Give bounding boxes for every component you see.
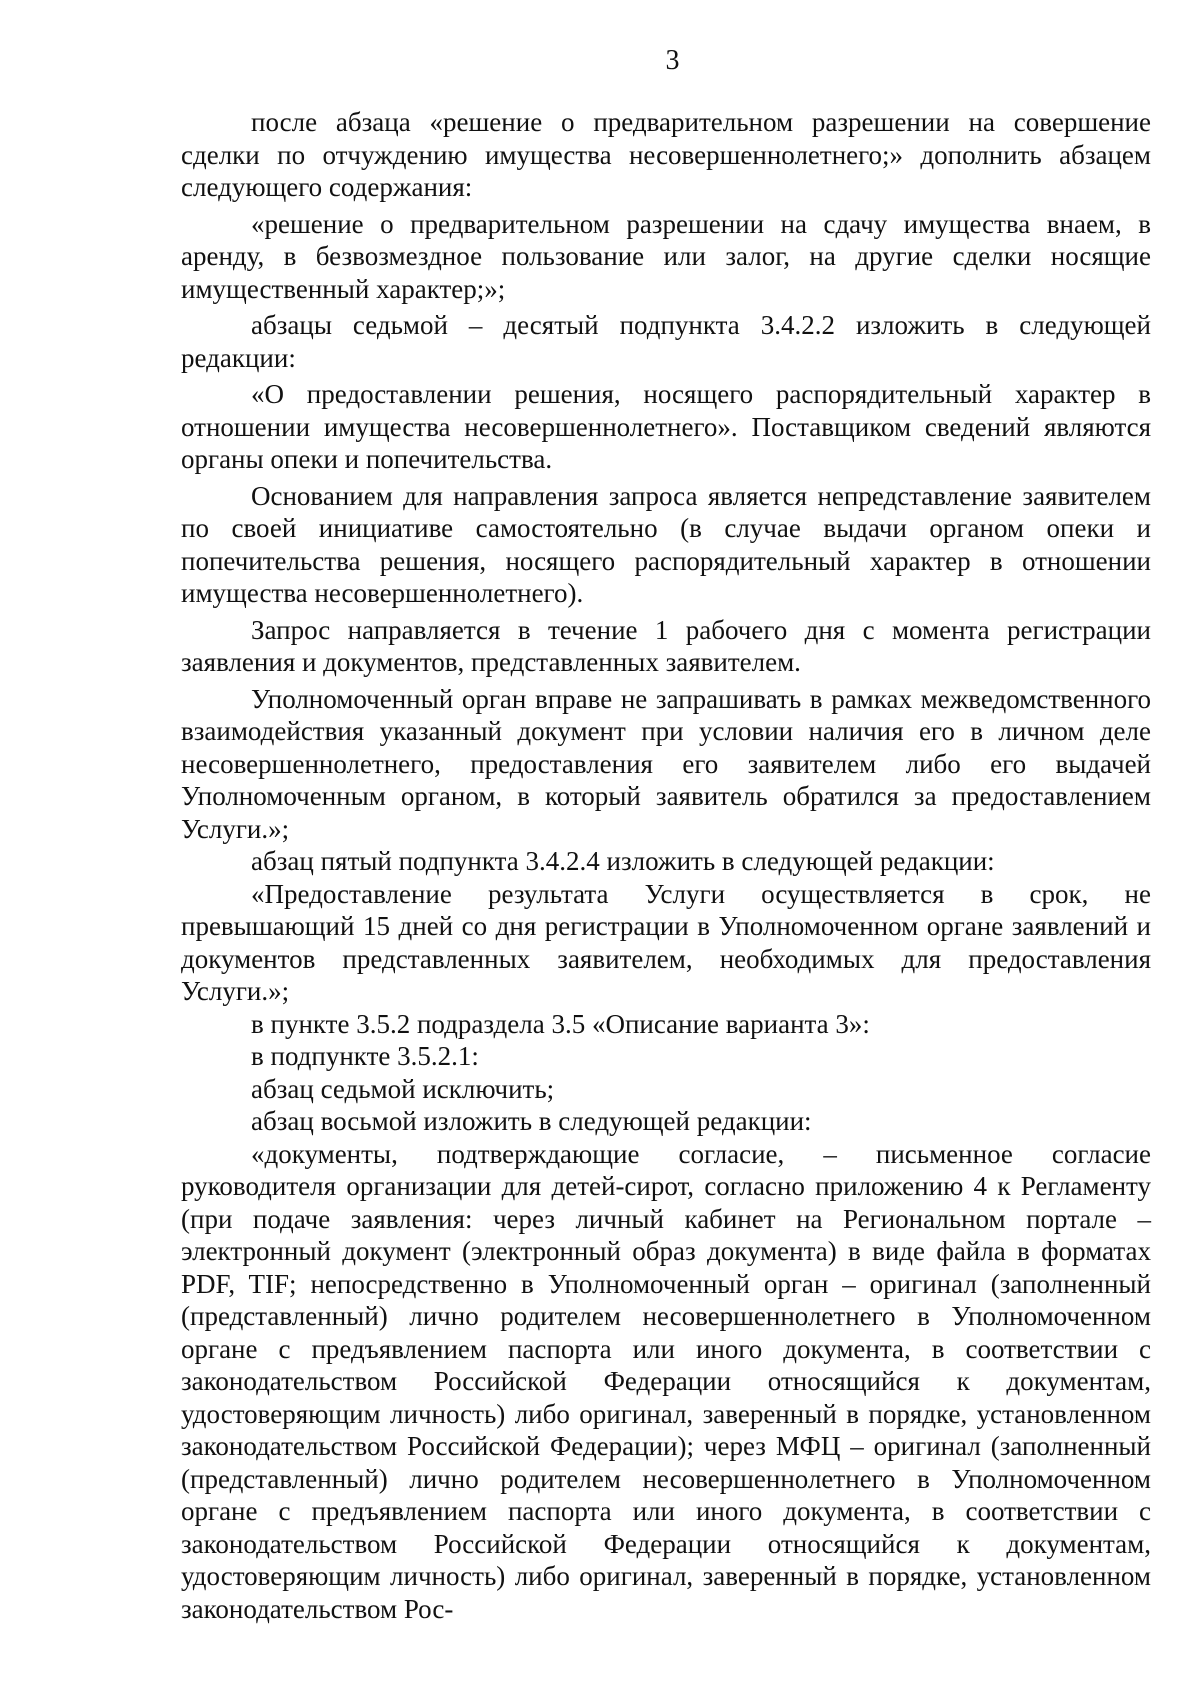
paragraph-2: «решение о предварительном разрешении на сдачу имущества внаем, в аренду, в безвозмездное пользование или залог, на другие сделки носящие имущественный характер;»; <box>181 208 1151 304</box>
paragraph-5: Основанием для направления запроса является непредставление заявителем по своей инициативе самостоятельно (в случае выдачи органом опеки и попечительства решения, носящего распорядительный характер в отношении имущества несовершеннолетнего). <box>181 480 1151 608</box>
page-number: 3 <box>665 45 680 76</box>
paragraph-12: абзац седьмой исключить; <box>251 1073 555 1104</box>
paragraph-6: Запрос направляется в течение 1 рабочего дня с момента регистрации заявления и документов, представленных заявителем. <box>181 614 1151 677</box>
paragraph-4: «О предоставлении решения, носящего распорядительный характер в отношении имущества несовершеннолетнего». Поставщиком сведений являются органы опеки и попечительства. <box>181 379 1151 474</box>
paragraph-7: Уполномоченный орган вправе не запрашивать в рамках межведомственного взаимодействия указанный документ при условии наличия его в личном деле несовершеннолетнего, предоставления его заявителем либо его выдачей Уполномоченным органом, в который заявитель обратился за предоставлением Услуги.»; <box>181 683 1151 844</box>
paragraph-8: абзац пятый подпункта 3.4.2.4 изложить в следующей редакции: <box>251 846 995 876</box>
paragraph-3: абзацы седьмой – десятый подпункта 3.4.2.2 изложить в следующей редакции: <box>181 310 1151 373</box>
document-body <box>181 106 1151 1625</box>
paragraph-13: абзац восьмой изложить в следующей редакции: <box>251 1106 812 1136</box>
paragraph-9: «Предоставление результата Услуги осуществляется в срок, не превышающий 15 дней со дня регистрации в Уполномоченном органе заявлений и документов представленных заявителем, необходимых для предоставления Услуги.»; <box>181 878 1151 1006</box>
paragraph-11: в подпункте 3.5.2.1: <box>251 1041 479 1071</box>
paragraph-10: в пункте 3.5.2 подраздела 3.5 «Описание варианта 3»: <box>251 1008 870 1039</box>
paragraph-14: «документы, подтверждающие согласие, – письменное согласие руководителя организации для детей-сирот, согласно приложению 4 к Регламенту (при подаче заявления: через личный кабинет на Региональном портале – электронный документ (электронный образ документа) в виде файла в форматах PDF, TIF; непосредственно в Уполномоченный орган – оригинал (заполненный (представленный) лично родителем несовершеннолетнего в Уполномоченном органе с предъявлением паспорта или иного документа, в соответствии с законодательством Российской Федерации относящийся к документам, удостоверяющим личность) либо оригинал, заверенный в порядке, установленном законодательством Российской Федерации); через МФЦ – оригинал (заполненный (представленный) лично родителем несовершеннолетнего в Уполномоченном органе с предъявлением паспорта или иного документа, в соответствии с законодательством Российской Федерации относящийся к документам, удостоверяющим личность) либо оригинал, заверенный в порядке, установленном законодательством Рос- <box>181 1138 1151 1624</box>
paragraph-1: после абзаца «решение о предварительном разрешении на совершение сделки по отчуждению имущества несовершеннолетнего;» дополнить абзацем следующего содержания: <box>181 107 1151 202</box>
